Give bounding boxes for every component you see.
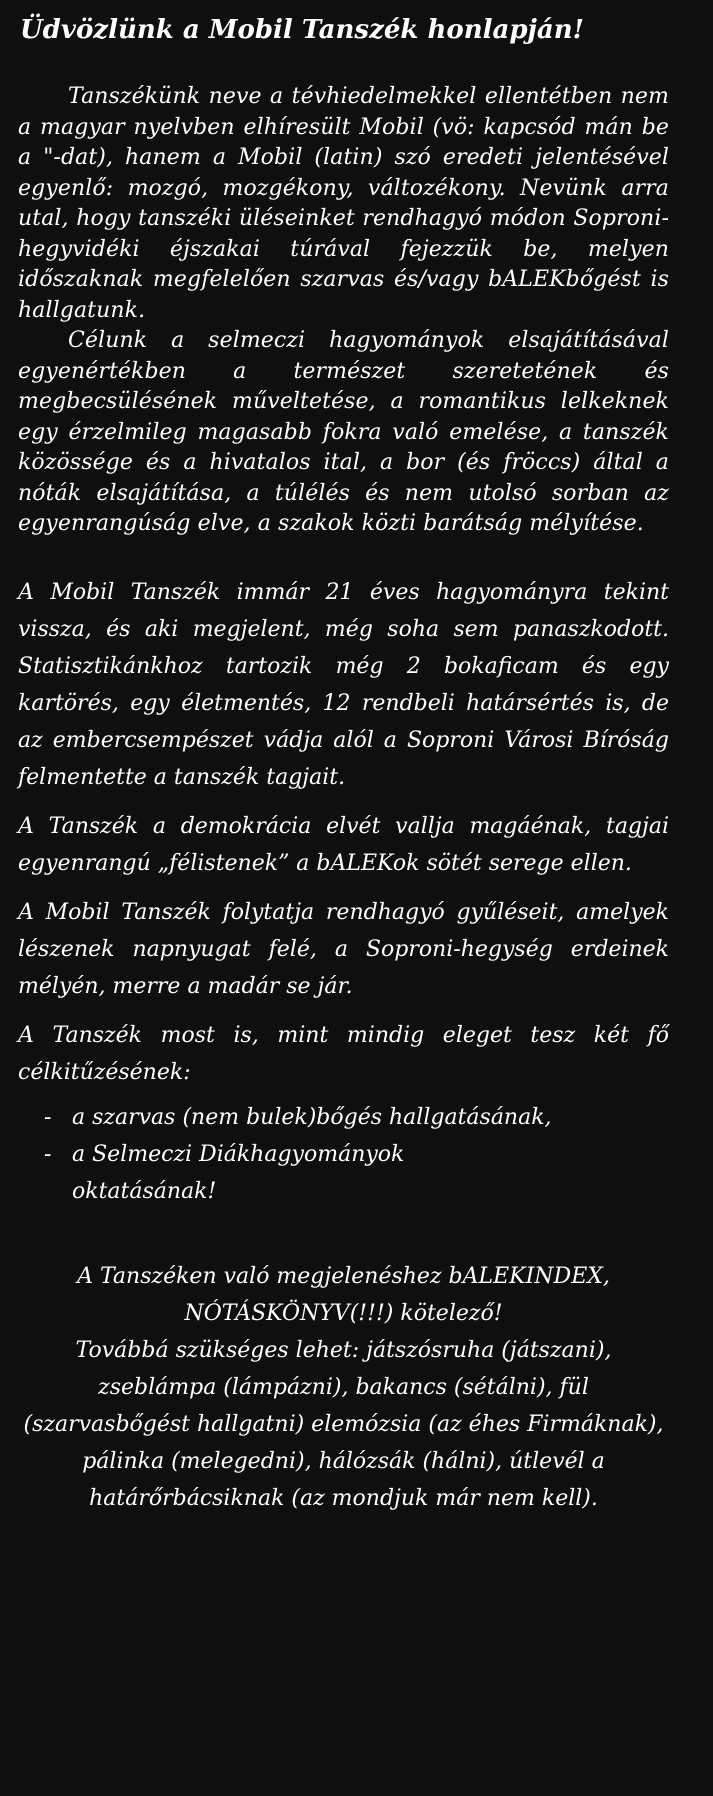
- intro-section: [18, 82, 669, 540]
- history-paragraph: A Mobil Tanszék immár 21 éves hagyományra tekint vissza, és aki megjelent, még soha sem panaszkodott. Statisztikánkhoz tartozik még 2 bokaficam és egy kartörés, egy életmentés, 12 rendbeli határsértés is, de az embercsempészet vádja alól a Soproni Városi Bíróság felmentette a tanszék tagjait.: [18, 579, 669, 790]
- intro-paragraph-name: Tanszékünk neve a tévhiedelmekkel ellentétben nem a magyar nyelvben elhíresült Mobil (vö: kapcsód mán be a "-dat), hanem a Mobil (latin) szó eredeti jelentésével egyenlő: mozgó, mozgékony, változékony. Nevünk arra utal, hogy tanszéki üléseinket rendhagyó módon Soproni-hegyvidéki éjszakai túrával fejezzük be, melyen időszaknak megfelelően szarvas és/vagy bALEKbőgést is hallgatunk.: [18, 84, 669, 323]
- democracy-paragraph: A Tanszék a demokrácia elvét vallja magáénak, tagjai egyenrangú „félistenek” a bALEKok sötét serege ellen.: [18, 813, 669, 876]
- list-item: [18, 1136, 669, 1210]
- page-title: Üdvözlünk a Mobil Tanszék honlapján!: [20, 15, 585, 45]
- list-dash: -: [44, 1141, 52, 1167]
- goals-list: [18, 1099, 669, 1210]
- requirements-optional: Továbbá szükséges lehet: játszósruha (játszani), zseblámpa (lámpázni), bakancs (sétálni), fül (szarvasbőgést hallgatni) elemózsia (az éhes Firmáknak), pálinka (melegedni), hálózsák (hálni), útlevél a határőrbácsiknak (az mondjuk már nem kell).: [23, 1337, 664, 1511]
- requirements-section: [18, 1258, 669, 1517]
- main-section: [18, 574, 669, 1210]
- goal-text: a szarvas (nem bulek)bőgés hallgatásának,: [72, 1104, 552, 1130]
- list-dash: -: [44, 1104, 52, 1130]
- intro-paragraph-goals: Célunk a selmeczi hagyományok elsajátításával egyenértékben a természet szeretetének és megbecsülésének műveltetése, a romantikus lelkeknek egy érzelmileg magasabb fokra való emelése, a tanszék közössége és a hivatalos ital, a bor (és fröccs) által a nóták elsajátítása, a túlélés és nem utolsó sorban az egyenrangúság elve, a szakok közti barátság mélyítése.: [18, 328, 669, 536]
- requirements-mandatory: A Tanszéken való megjelenéshez bALEKINDEX, NÓTÁSKÖNYV(!!!) kötelező!: [77, 1263, 610, 1326]
- meetings-paragraph: A Mobil Tanszék folytatja rendhagyó gyűléseit, amelyek lészenek napnyugat felé, a Soproni-hegység erdeinek mélyén, merre a madár se jár.: [18, 899, 669, 999]
- list-item: [18, 1099, 669, 1136]
- goal-text: a Selmeczi Diákhagyományok oktatásának!: [72, 1141, 405, 1204]
- goals-intro-paragraph: A Tanszék most is, mint mindig eleget tesz két fő célkitűzésének:: [18, 1022, 669, 1085]
